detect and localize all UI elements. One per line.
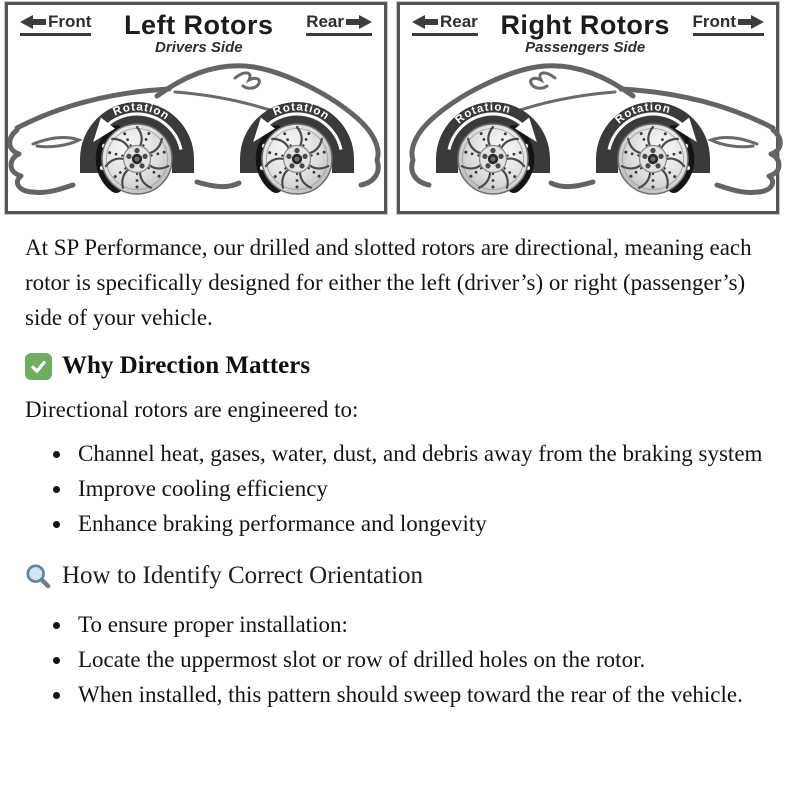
section1-bullet-list xyxy=(25,436,765,541)
list-item: • Enhance braking performance and longevity xyxy=(73,506,765,541)
rear-direction-label xyxy=(306,12,372,36)
right-panel-title: Right Rotors xyxy=(500,10,670,40)
article xyxy=(0,218,790,712)
right-panel-subtitle: Passengers Side xyxy=(525,39,646,56)
section2-bullet-list xyxy=(25,607,765,712)
front-direction-label xyxy=(20,12,91,36)
magnifying-glass-icon xyxy=(25,563,52,590)
arrow-right-icon xyxy=(346,15,372,29)
left-rotors-panel xyxy=(5,2,387,214)
right-rotors-panel xyxy=(397,2,779,214)
section-how-to-identify-heading xyxy=(25,562,765,590)
list-item: • Improve cooling efficiency xyxy=(73,471,765,506)
arrow-left-icon xyxy=(20,15,46,29)
front-label-text: Front xyxy=(692,12,736,31)
check-mark-icon xyxy=(25,353,52,380)
front-label-text: Front xyxy=(48,12,92,31)
rear-direction-label xyxy=(412,12,478,36)
list-item: • Channel heat, gases, water, dust, and debris away from the braking system xyxy=(73,436,765,471)
arrow-right-icon xyxy=(738,15,764,29)
front-direction-label xyxy=(693,12,764,36)
left-panel-titles xyxy=(124,10,274,56)
list-item: • To ensure proper installation: xyxy=(73,607,765,642)
section2-title: How to Identify Correct Orientation xyxy=(62,562,424,589)
left-panel-subtitle: Drivers Side xyxy=(155,39,243,56)
rotor-direction-diagram xyxy=(0,0,800,218)
right-panel-header xyxy=(400,5,776,56)
section1-title: Why Direction Matters xyxy=(62,352,311,379)
section-why-direction-matters-heading xyxy=(25,352,765,380)
section1-lead: Directional rotors are engineered to: xyxy=(25,397,359,422)
right-panel-titles xyxy=(500,10,669,56)
list-item: • Locate the uppermost slot or row of drilled holes on the rotor. xyxy=(73,642,765,677)
intro-paragraph: At SP Performance, our drilled and slotted rotors are directional, meaning each rotor is specifically designed for either the left (driver’s) or right (passenger’s) side of your vehicle. xyxy=(25,235,752,330)
list-item: • When installed, this pattern should sweep toward the rear of the vehicle. xyxy=(73,677,765,712)
rear-label-text: Rear xyxy=(440,12,478,31)
left-panel-header xyxy=(8,5,384,56)
left-panel-title: Left Rotors xyxy=(124,10,274,40)
arrow-left-icon xyxy=(412,15,438,29)
rear-label-text: Rear xyxy=(306,12,344,31)
